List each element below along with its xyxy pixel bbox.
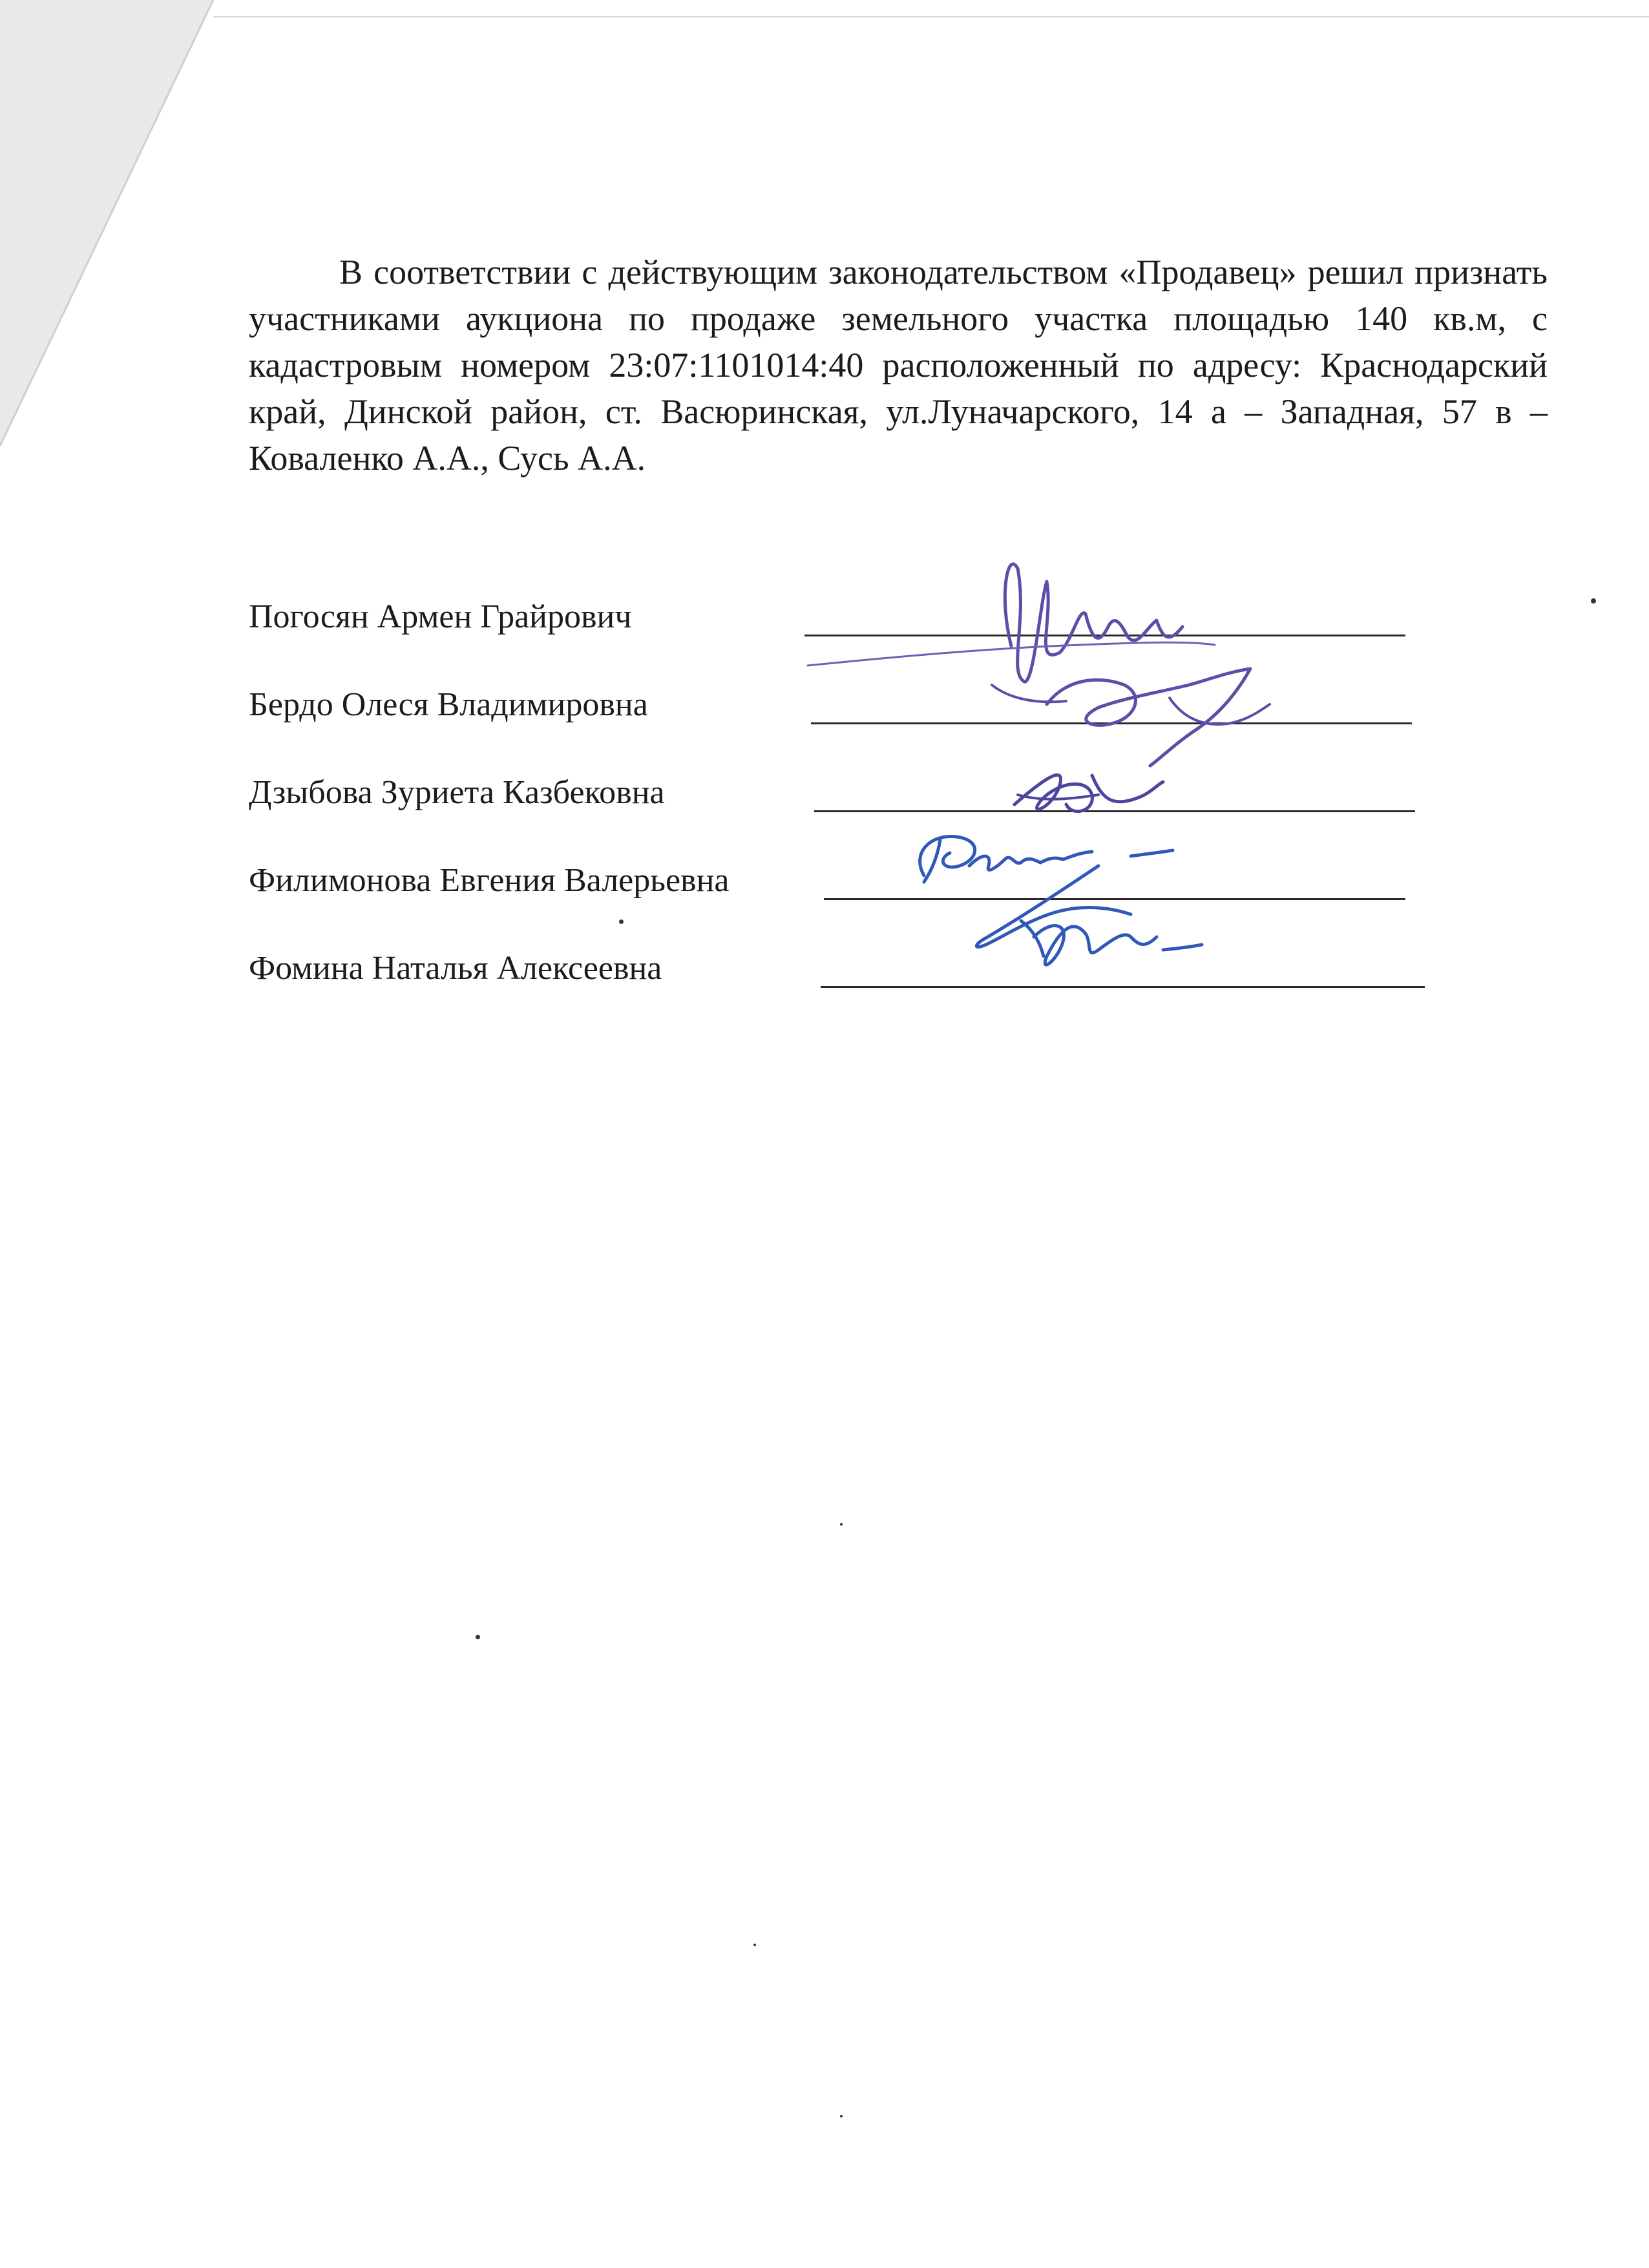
scan-speck (840, 1523, 843, 1526)
signature-line (821, 986, 1425, 988)
signature-list (249, 598, 1476, 1037)
scan-speck (840, 2115, 843, 2117)
signer-name: Фомина Наталья Алексеевна (249, 950, 662, 987)
scan-speck (476, 1635, 480, 1639)
signer-name: Погосян Армен Грайрович (249, 598, 632, 635)
signature-line (814, 810, 1415, 812)
scan-speck (619, 919, 624, 924)
scan-speck (753, 1944, 756, 1946)
signer-row (249, 773, 1476, 861)
signer-row (249, 686, 1476, 773)
signer-name: Филимонова Евгения Валерьевна (249, 862, 730, 899)
signature-line (811, 722, 1412, 724)
signer-name: Дзыбова Зуриета Казбековна (249, 774, 665, 811)
signature-line (804, 635, 1405, 636)
signature-line (824, 898, 1405, 900)
decision-paragraph: В соответствии с действующим законодательством «Продавец» решил признать участниками аукциона по продаже земельного участка площадью 140 кв.м, с кадастровым номером 23:07:1101014:40 расположенный по адресу: Краснодарский край, Динской район, ст. Васюринская, ул.Луначарского, 14 а – Западная, 57 в – Коваленко А.А., Сусь А.А. (249, 253, 1548, 478)
signer-row (249, 861, 1476, 949)
scan-speck (1591, 598, 1596, 604)
signer-name: Бердо Олеся Владимировна (249, 686, 648, 723)
signer-row (249, 949, 1476, 1037)
signer-row (249, 598, 1476, 686)
